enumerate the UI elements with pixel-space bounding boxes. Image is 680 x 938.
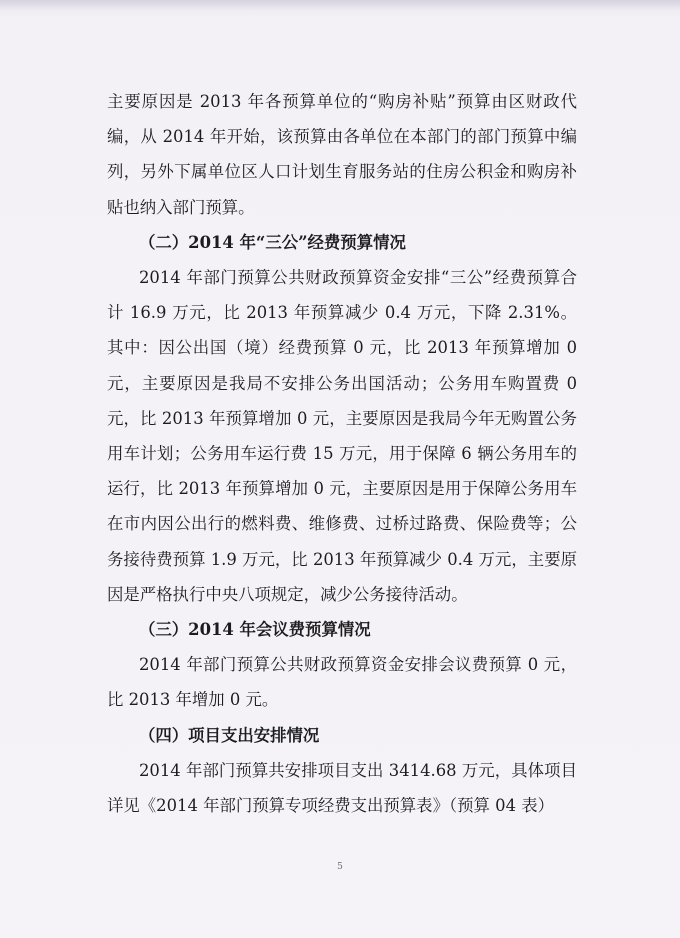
section-heading-project-expenditure: （四）项目支出安排情况 (139, 725, 320, 745)
paragraph-meeting-fee: 2014 年部门预算公共财政预算资金安排会议费预算 0 元，比 2013 年增加 0 元。 (107, 655, 577, 710)
section-heading-meeting-fee: （三）2014 年会议费预算情况 (139, 620, 371, 640)
paragraph-project-expenditure: 2014 年部门预算共安排项目支出 3414.68 万元，具体项目详见《2014 年部门预算专项经费支出预算表》（预算 04 表） (107, 760, 577, 816)
paragraph-sangong-budget: 2014 年部门预算公共财政预算资金安排“三公”经费预算合计 16.9 万元，比 2013 年预算减少 0.4 万元，下降 2.31%。其中：因公出国（境）经费预算 0 元，比 2013 年预算增加 0 元，主要原因是我局不安排公务出国活动；公务用车购置费 0 元，比 2013 年预算增加 0 元，主要原因是我局今年无购置公务用车计划；公务用车运行费 15 万元，用于保障 6 辆公务用车的运行，比 2013 年预算增加 0 元，主要原因是用于保障公务用车在市内因公出行的燃料费、维修费、过桥过路费、保险费等；公务接待费预算 1.9 万元，比 2013 年预算减少 0.4 万元，主要原因是严格执行中央八项规定，减少公务接待活动。 (107, 268, 577, 604)
paragraph-continuation: 主要原因是 2013 年各预算单位的“购房补贴”预算由区财政代编，从 2014 年开始，该预算由各单位在本部门的部门预算中编列，另外下属单位区人口计划生育服务站的住房公积金和购房补贴也纳入部门预算。 (107, 92, 577, 217)
scan-edge (0, 0, 680, 10)
section-heading-sangong: （二）2014 年“三公”经费预算情况 (139, 232, 406, 252)
document-body (107, 84, 577, 823)
page-number: 5 (337, 862, 343, 872)
